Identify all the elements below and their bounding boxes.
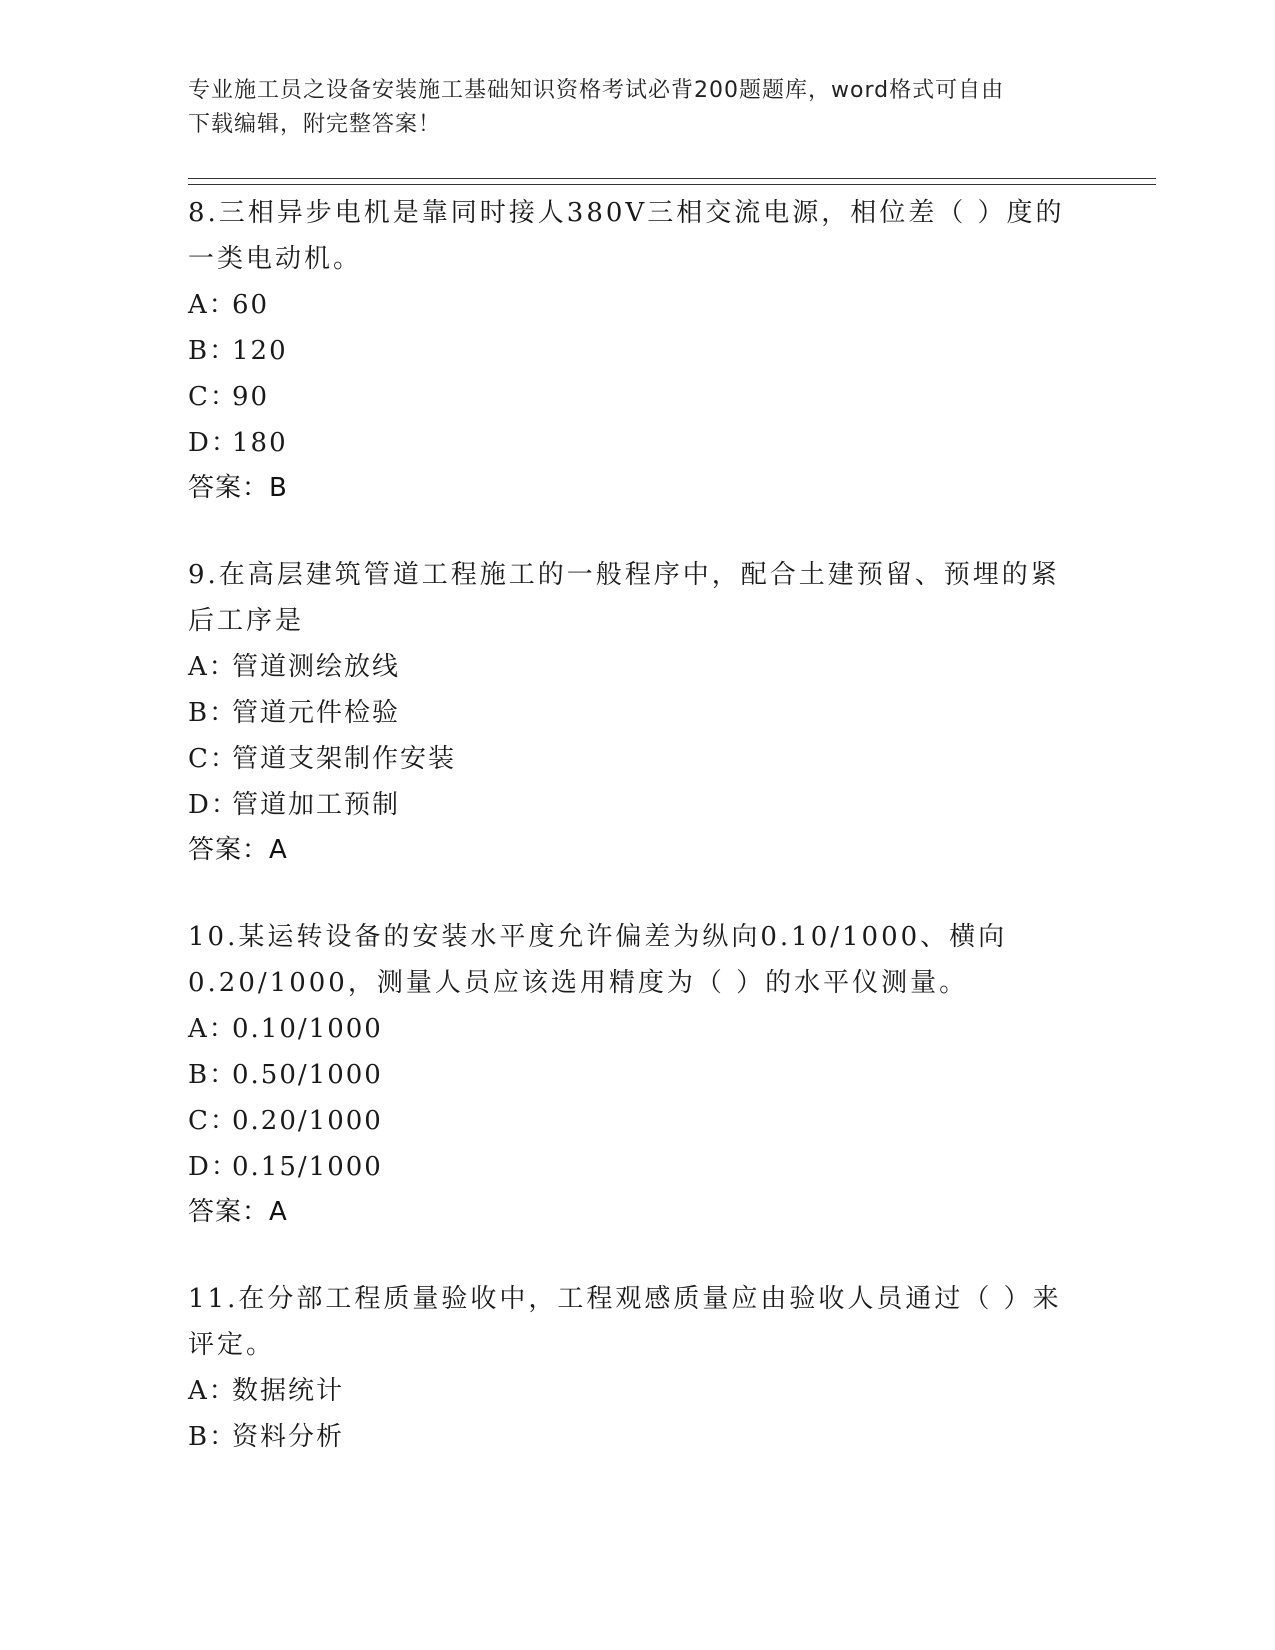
option-label: D： [188, 790, 239, 820]
question-stem-line-2: 后工序是 [188, 606, 305, 636]
option-a [188, 1006, 1088, 1052]
question-stem-line-2: 0.20/1000，测量人员应该选用精度为（ ）的水平仪测量。 [188, 968, 969, 998]
option-b [188, 1414, 1088, 1460]
document-header [188, 74, 1078, 142]
option-text: 管道支架制作安装 [232, 744, 457, 774]
option-label: C： [188, 382, 238, 412]
option-text: 管道元件检验 [232, 698, 401, 728]
option-b [188, 328, 1088, 374]
option-label: B： [188, 336, 238, 366]
option-d [188, 782, 1088, 828]
answer: 答案：B [188, 473, 288, 503]
option-label: D： [188, 1152, 239, 1182]
option-a [188, 1368, 1088, 1414]
option-b [188, 690, 1088, 736]
header-rule-bottom [188, 184, 1156, 185]
question-11 [188, 1276, 1088, 1460]
question-stem-line-1: 9.在高层建筑管道工程施工的一般程序中，配合土建预留、预埋的紧 [188, 560, 1060, 590]
header-rule-top [188, 178, 1156, 179]
question-8 [188, 190, 1088, 510]
option-label: A： [188, 290, 237, 320]
option-label: B： [188, 698, 238, 728]
question-stem-line-2: 评定。 [188, 1330, 276, 1360]
option-label: B： [188, 1060, 238, 1090]
option-label: A： [188, 652, 237, 682]
option-c [188, 736, 1088, 782]
option-c [188, 1098, 1088, 1144]
option-text: 60 [232, 290, 270, 320]
option-a [188, 282, 1088, 328]
option-text: 管道加工预制 [232, 790, 401, 820]
option-d [188, 420, 1088, 466]
option-text: 0.50/1000 [232, 1060, 383, 1090]
option-text: 0.10/1000 [232, 1014, 383, 1044]
option-text: 资料分析 [232, 1422, 345, 1452]
option-text: 管道测绘放线 [232, 652, 401, 682]
option-text: 90 [232, 382, 270, 412]
question-stem-line-2: 一类电动机。 [188, 244, 363, 274]
option-text: 0.15/1000 [232, 1152, 383, 1182]
option-a [188, 644, 1088, 690]
header-line-1: 专业施工员之设备安装施工基础知识资格考试必背200题题库，word格式可自由 [188, 78, 1005, 103]
header-line-2: 下载编辑，附完整答案！ [188, 112, 442, 137]
question-9 [188, 552, 1088, 872]
option-label: B： [188, 1422, 238, 1452]
option-label: D： [188, 428, 239, 458]
option-d [188, 1144, 1088, 1190]
option-c [188, 374, 1088, 420]
question-stem-line-1: 8.三相异步电机是靠同时接人380V三相交流电源，相位差（ ）度的 [188, 198, 1065, 228]
option-label: C： [188, 1106, 238, 1136]
answer: 答案：A [188, 1197, 288, 1227]
option-text: 180 [232, 428, 288, 458]
option-label: C： [188, 744, 238, 774]
option-text: 数据统计 [232, 1376, 345, 1406]
question-stem-line-1: 11.在分部工程质量验收中，工程观感质量应由验收人员通过（ ）来 [188, 1284, 1062, 1314]
question-10 [188, 914, 1088, 1234]
option-text: 120 [232, 336, 288, 366]
answer: 答案：A [188, 835, 288, 865]
option-label: A： [188, 1014, 237, 1044]
option-b [188, 1052, 1088, 1098]
question-stem-line-1: 10.某运转设备的安装水平度允许偏差为纵向0.10/1000、横向 [188, 922, 1008, 952]
option-text: 0.20/1000 [232, 1106, 383, 1136]
question-list [188, 190, 1088, 1502]
option-label: A： [188, 1376, 237, 1406]
